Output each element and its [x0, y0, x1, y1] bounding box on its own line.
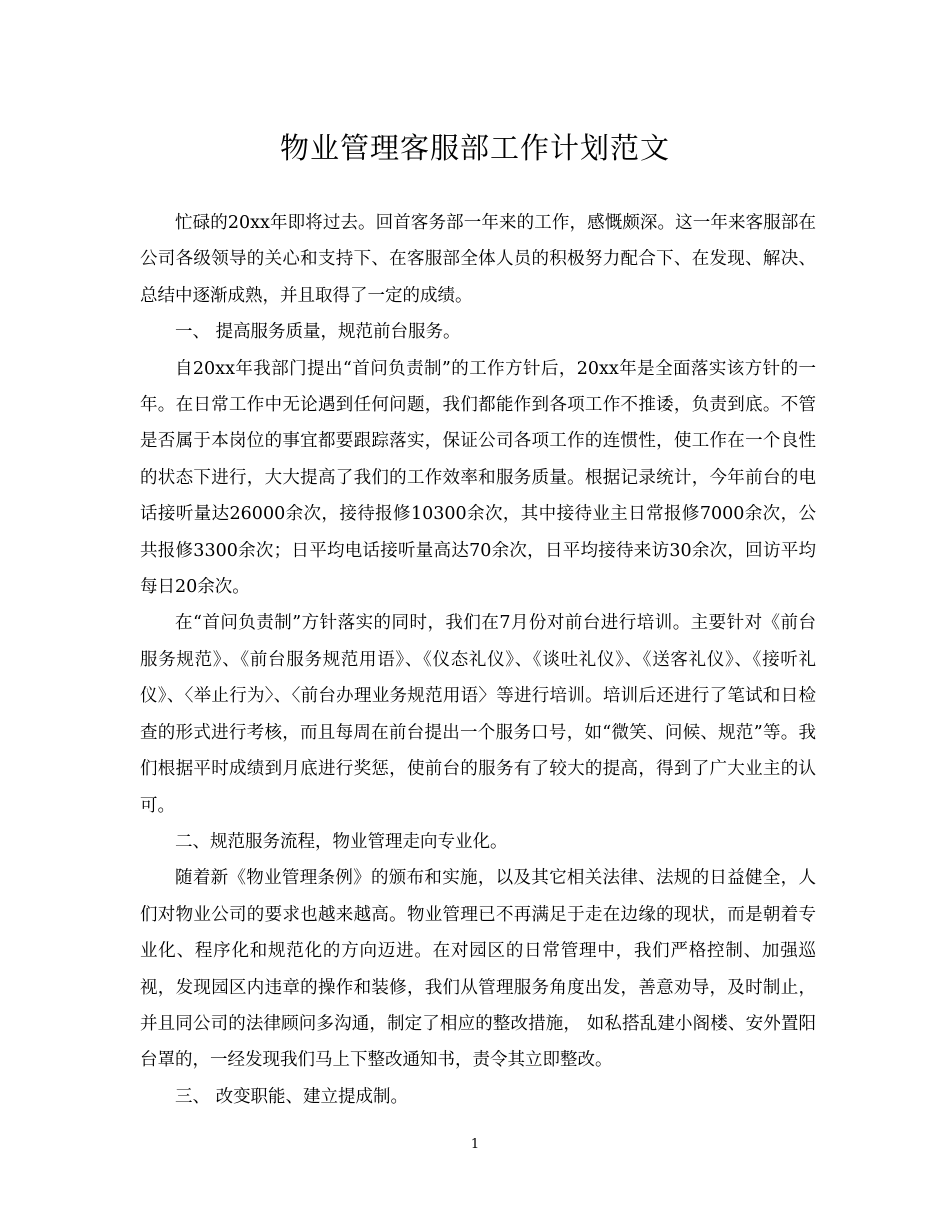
paragraph-section-1-body: 自20xx年我部门提出“首问负责制”的工作方针后，20xx年是全面落实该方针的一年。在日常工作中无论遇到任何问题，我们都能作到各项工作不推诿，负责到底。不管是否属于本岗位的事宜都要跟踪落实，保证公司各项工作的连惯性，使工作在一个良性的状态下进行，大大提高了我们的工作效率和服务质量。根据记录统计，今年前台的电话接听量达26000余次，接待报修10300余次，其中接待业主日常报修7000余次，公共报修3300余次；日平均电话接听量高达70余次，日平均接待来访30余次，回访平均每日20余次。: [140, 358, 816, 598]
document-title: 物业管理客服部工作计划范文: [279, 131, 670, 165]
paragraph-intro: 忙碌的20xx年即将过去。回首客务部一年来的工作，感慨颇深。这一年来客服部在公司各级领导的关心和支持下、在客服部全体人员的积极努力配合下、在发现、解决、总结中逐渐成熟，并且取得了一定的成绩。: [140, 213, 816, 306]
paragraph-section-1-training: 在“首问负责制”方针落实的同时，我们在7月份对前台进行培训。主要针对《前台服务规范》、《前台服务规范用语》、《仪态礼仪》、《谈吐礼仪》、《送客礼仪》、《接听礼仪》、〈举止行为〉、〈前台办理业务规范用语〉等进行培训。培训后还进行了笔试和日检查的形式进行考核，而且每周在前台提出一个服务口号，如“微笑、问候、规范”等。我们根据平时成绩到月底进行奖惩，使前台的服务有了较大的提高，得到了广大业主的认可。: [140, 613, 816, 816]
paragraph-section-2-body: 随着新《物业管理条例》的颁布和实施，以及其它相关法律、法规的日益健全，人们对物业公司的要求也越来越高。物业管理已不再满足于走在边缘的现状，而是朝着专业化、程序化和规范化的方向迈进。在对园区的日常管理中，我们严格控制、加强巡视，发现园区内违章的操作和装修，我们从管理服务角度出发，善意劝导，及时制止，并且同公司的法律顾问多沟通，制定了相应的整改措施， 如私搭乱建小阁楼、安外置阳台罩的，一经发现我们马上下整改通知书，责令其立即整改。: [140, 868, 816, 1071]
section-heading-1: 一、 提高服务质量，规范前台服务。: [175, 322, 461, 343]
section-heading-3: 三、 改变职能、建立提成制。: [175, 1086, 409, 1107]
document-body: [140, 205, 816, 1115]
section-heading-2: 二、规范服务流程，物业管理走向专业化。: [175, 831, 508, 852]
page-number: 1: [470, 1137, 480, 1152]
